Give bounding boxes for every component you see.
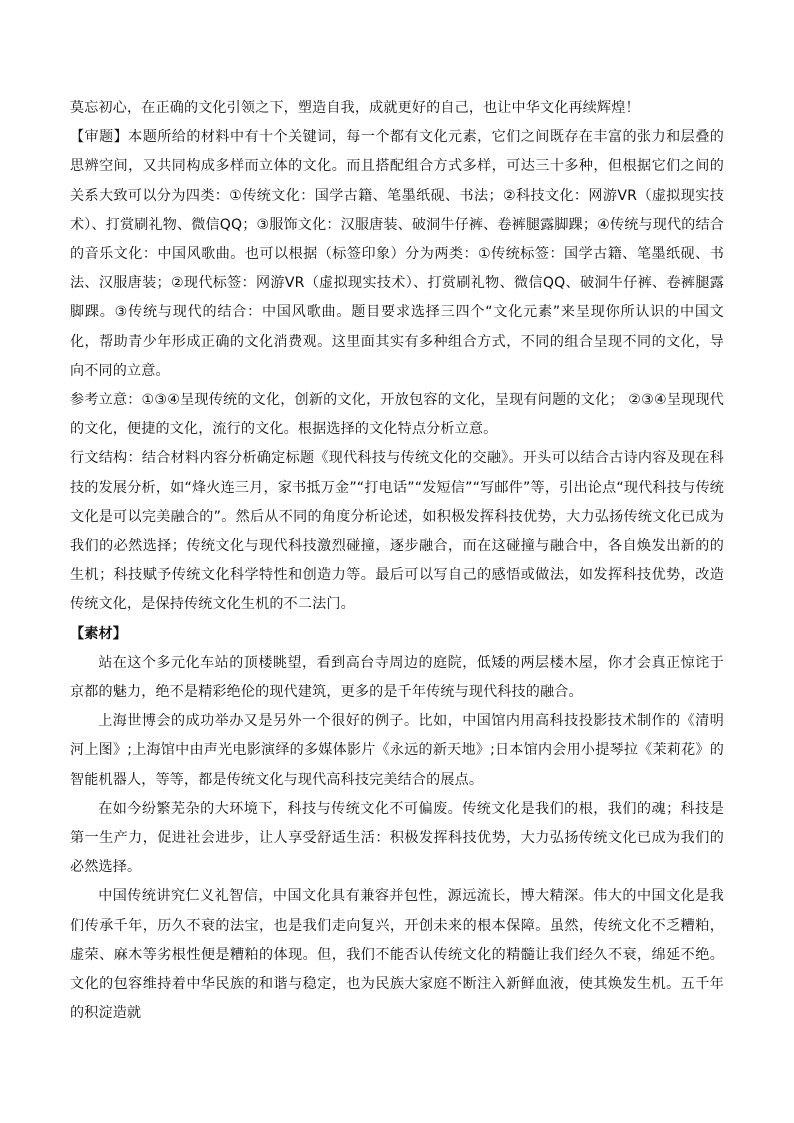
- structure-paragraph: 行文结构：结合材料内容分析确定标题《现代科技与传统文化的交融》。开头可以结合古诗内容及现在科技的发展分析，如“烽火连三月，家书抵万金”“打电话”“发短信”“写邮件”等，引出论点“现代科技与传统文化是可以完美融合的”。然后从不同的角度分析论述，如积极发挥科技优势，大力弘扬传统文化已成为我们的必然选择；传统文化与现代科技激烈碰撞，逐步融合，而在这碰撞与融合中，各自焕发出新的的生机；科技赋予传统文化科学特性和创造力等。最后可以写自己的感悟或做法，如发挥科技优势，改造传统文化，是保持传统文化生机的不二法门。: [70, 450, 724, 613]
- material-paragraph-kyoto: 站在这个多元化车站的顶楼眺望，看到高台寺周边的庭院，低矮的两层楼木屋，你才会真正惊诧于京都的魅力，绝不是精彩绝伦的现代建筑，更多的是千年传统与现代科技的融合。: [70, 654, 724, 701]
- closing-line: 莫忘初心，在正确的文化引领之下，塑造自我，成就更好的自己，也让中华文化再续辉煌！: [70, 100, 640, 116]
- material-paragraph-tradition: 中国传统讲究仁义礼智信，中国文化具有兼容并包性，源远流长，博大精深。伟大的中国文化是我们传承千年，历久不衰的法宝，也是我们走向复兴，开创未来的根本保障。虽然，传统文化不乏糟粕，虚荣、麻木等劣根性便是糟粕的体现。但，我们不能否认传统文化的精髓让我们经久不衰，绵延不绝。文化的包容维持着中华民族的和谐与稳定，也为民族大家庭不断注入新鲜血液，使其焕发生机。五千年的积淀造就: [70, 888, 724, 1022]
- review-paragraph: 【审题】本题所给的材料中有十个关键词，每一个都有文化元素，它们之间既存在丰富的张力和层叠的思辨空间，又共同构成多样而立体的文化。而且搭配组合方式多样，可达三十多种，但根据它们之间的关系大致可以分为四类：①传统文化：国学古籍、笔墨纸砚、书法；②科技文化：网游VR（虚拟现实技术）、打赏刷礼物、微信QQ；③服饰文化：汉服唐装、破洞牛仔裤、卷裤腿露脚踝；④传统与现代的结合的音乐文化：中国风歌曲。也可以根据（标签印象）分为两类：①传统标签：国学古籍、笔墨纸砚、书法、汉服唐装；②现代标签：网游VR（虚拟现实技术）、打赏刷礼物、微信QQ、破洞牛仔裤、卷裤腿露脚踝。③传统与现代的结合：中国风歌曲。题目要求选择三四个“文化元素”来呈现你所认识的中国文化，帮助青少年形成正确的文化消费观。这里面其实有多种组合方式，不同的组合呈现不同的文化，导向不同的立意。: [70, 129, 724, 379]
- document-page: [70, 94, 724, 1029]
- material-heading: 【素材】: [70, 625, 127, 642]
- material-paragraph-expo: 上海世博会的成功举办又是另外一个很好的例子。比如，中国馆内用高科技投影技术制作的《清明河上图》;上海馆中由声光电影演绎的多媒体影片《永远的新天地》;日本馆内会用小提琴拉《茉莉花》的智能机器人，等等，都是传统文化与现代高科技完美结合的展点。: [70, 713, 724, 788]
- material-paragraph-environment: 在如今纷繁芜杂的大环境下，科技与传统文化不可偏废。传统文化是我们的根，我们的魂；科技是第一生产力，促进社会进步，让人享受舒适生活：积极发挥科技优势，大力弘扬传统文化已成为我们的必然选择。: [70, 800, 724, 876]
- reference-theme-paragraph: 参考立意：①③④呈现传统的文化，创新的文化，开放包容的文化，呈现有问题的文化； ②③④呈现现代的文化，便捷的文化，流行的文化。根据选择的文化特点分析立意。: [70, 392, 724, 438]
